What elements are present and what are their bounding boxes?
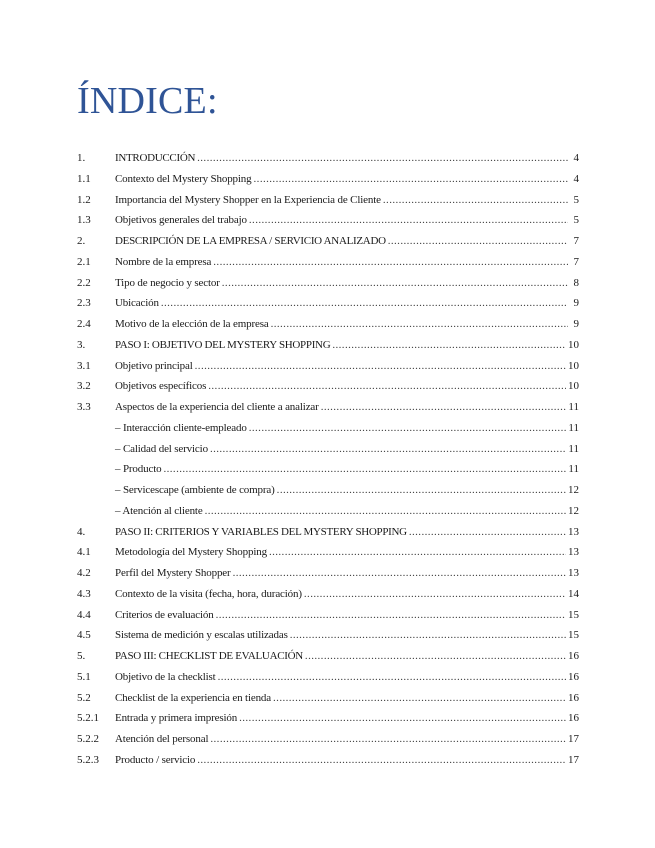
toc-entry-title: Objetivos generales del trabajo bbox=[115, 214, 247, 227]
toc-entry[interactable] bbox=[77, 314, 579, 335]
toc-entry-number: 4.1 bbox=[77, 546, 91, 559]
toc-entry-page: 9 bbox=[573, 318, 579, 330]
toc-dot-leader bbox=[208, 376, 566, 397]
toc-entry-number: 5.2.2 bbox=[77, 733, 99, 745]
toc-entry-number: 5.1 bbox=[77, 670, 91, 683]
toc-entry-page: 13 bbox=[568, 567, 579, 579]
toc-dot-leader bbox=[239, 708, 566, 729]
toc-entry[interactable] bbox=[77, 169, 579, 190]
toc-entry-title: Sistema de medición y escalas utilizadas bbox=[115, 629, 288, 642]
toc-entry-title: Motivo de la elección de la empresa bbox=[115, 318, 269, 330]
toc-dot-leader bbox=[305, 646, 566, 667]
table-of-contents bbox=[77, 148, 579, 771]
toc-entry[interactable] bbox=[77, 356, 579, 377]
toc-entry[interactable] bbox=[77, 522, 579, 543]
toc-dot-leader bbox=[213, 252, 568, 273]
toc-entry-title: Objetivo principal bbox=[115, 359, 193, 372]
toc-entry-number: 2.4 bbox=[77, 318, 91, 330]
toc-entry[interactable] bbox=[77, 459, 579, 480]
toc-entry-title: INTRODUCCIÓN bbox=[115, 152, 196, 164]
toc-entry-page: 10 bbox=[568, 338, 579, 351]
toc-entry-number: 5.2.3 bbox=[77, 753, 99, 766]
toc-entry[interactable] bbox=[77, 750, 579, 771]
toc-dot-leader bbox=[383, 190, 568, 211]
toc-entry-title: Aspectos de la experiencia del cliente a analizar bbox=[115, 401, 319, 413]
toc-entry-page: 12 bbox=[568, 484, 579, 496]
toc-entry-number: 4.3 bbox=[77, 587, 91, 600]
toc-dot-leader bbox=[277, 480, 566, 501]
toc-entry[interactable] bbox=[77, 605, 579, 626]
toc-entry-title: PASO I: OBJETIVO DEL MYSTERY SHOPPING bbox=[115, 338, 331, 351]
toc-dot-leader bbox=[409, 522, 566, 543]
toc-entry-page: 13 bbox=[568, 525, 579, 538]
toc-entry[interactable] bbox=[77, 563, 579, 584]
toc-entry[interactable] bbox=[77, 335, 579, 356]
toc-dot-leader bbox=[205, 501, 566, 522]
toc-entry-title: Importancia del Mystery Shopper en la Experiencia de Cliente bbox=[115, 193, 381, 206]
toc-entry-page: 10 bbox=[568, 359, 579, 372]
toc-entry-title: Entrada y primera impresión bbox=[115, 712, 238, 725]
toc-entry-page: 7 bbox=[573, 235, 579, 247]
toc-dot-leader bbox=[233, 563, 566, 584]
toc-dot-leader bbox=[216, 605, 566, 626]
toc-entry-title: – Servicescape (ambiente de compra) bbox=[115, 484, 275, 496]
toc-entry-page: 11 bbox=[568, 421, 579, 434]
toc-entry[interactable] bbox=[77, 273, 579, 294]
toc-dot-leader bbox=[197, 750, 566, 771]
toc-entry-title: Perfil del Mystery Shopper bbox=[115, 567, 231, 579]
toc-entry-title: Atención del personal bbox=[115, 733, 209, 745]
toc-entry-title: Contexto de la visita (fecha, hora, duración) bbox=[115, 587, 302, 600]
toc-dot-leader bbox=[210, 729, 566, 750]
toc-entry[interactable] bbox=[77, 231, 579, 252]
toc-entry[interactable] bbox=[77, 293, 579, 314]
toc-entry-title: – Calidad del servicio bbox=[115, 442, 208, 455]
toc-entry[interactable] bbox=[77, 584, 579, 605]
toc-entry-number: 1.2 bbox=[77, 193, 91, 206]
toc-entry-page: 16 bbox=[568, 650, 579, 662]
toc-entry-page: 11 bbox=[568, 442, 579, 455]
toc-dot-leader bbox=[195, 356, 566, 377]
toc-dot-leader bbox=[218, 667, 566, 688]
toc-entry-number: 4.2 bbox=[77, 567, 91, 579]
toc-entry-number: 2.1 bbox=[77, 255, 91, 268]
toc-entry[interactable] bbox=[77, 646, 579, 667]
toc-entry-number: 3. bbox=[77, 338, 86, 351]
toc-entry-page: 15 bbox=[568, 608, 579, 621]
toc-entry-page: 12 bbox=[568, 504, 579, 517]
toc-entry[interactable] bbox=[77, 418, 579, 439]
toc-entry[interactable] bbox=[77, 439, 579, 460]
toc-entry-page: 14 bbox=[568, 587, 579, 600]
toc-entry[interactable] bbox=[77, 501, 579, 522]
toc-entry-page: 4 bbox=[573, 172, 579, 185]
toc-entry[interactable] bbox=[77, 210, 579, 231]
toc-entry-page: 5 bbox=[573, 193, 579, 206]
toc-entry-number: 3.2 bbox=[77, 380, 91, 393]
toc-entry-page: 5 bbox=[573, 214, 579, 227]
toc-entry-title: Criterios de evaluación bbox=[115, 608, 214, 621]
toc-dot-leader bbox=[197, 148, 568, 169]
toc-entry-page: 17 bbox=[568, 753, 579, 766]
toc-entry-number: 3.1 bbox=[77, 359, 91, 372]
toc-entry-number: 5. bbox=[77, 650, 86, 662]
toc-dot-leader bbox=[388, 231, 568, 252]
toc-entry-page: 9 bbox=[573, 297, 579, 310]
toc-dot-leader bbox=[290, 625, 566, 646]
toc-entry[interactable] bbox=[77, 480, 579, 501]
toc-entry-number: 5.2 bbox=[77, 691, 91, 704]
toc-entry-number: 2.3 bbox=[77, 297, 91, 310]
toc-dot-leader bbox=[304, 584, 566, 605]
toc-entry-title: – Atención al cliente bbox=[115, 504, 203, 517]
toc-entry-title: PASO II: CRITERIOS Y VARIABLES DEL MYSTERY SHOPPING bbox=[115, 525, 407, 538]
toc-entry-title: Producto / servicio bbox=[115, 753, 196, 766]
toc-entry-number: 4.5 bbox=[77, 629, 91, 642]
toc-dot-leader bbox=[332, 335, 566, 356]
toc-entry[interactable] bbox=[77, 667, 579, 688]
toc-dot-leader bbox=[269, 542, 566, 563]
toc-entry-page: 16 bbox=[568, 691, 579, 704]
toc-entry-page: 16 bbox=[568, 670, 579, 683]
page-title: ÍNDICE: bbox=[77, 80, 218, 122]
toc-entry-title: Objetivo de la checklist bbox=[115, 670, 216, 683]
toc-entry-number: 4. bbox=[77, 525, 86, 538]
toc-entry-number: 2.2 bbox=[77, 276, 91, 289]
toc-entry-title: Ubicación bbox=[115, 297, 159, 310]
toc-entry-page: 8 bbox=[573, 276, 579, 289]
toc-entry[interactable] bbox=[77, 542, 579, 563]
toc-entry[interactable] bbox=[77, 729, 579, 750]
toc-dot-leader bbox=[161, 293, 568, 314]
toc-dot-leader bbox=[210, 439, 566, 460]
toc-entry[interactable] bbox=[77, 376, 579, 397]
toc-entry-title: Tipo de negocio y sector bbox=[115, 276, 220, 289]
toc-entry-title: PASO III: CHECKLIST DE EVALUACIÓN bbox=[115, 650, 303, 662]
toc-dot-leader bbox=[271, 314, 568, 335]
toc-entry-title: Nombre de la empresa bbox=[115, 255, 212, 268]
toc-entry-number: 1.1 bbox=[77, 172, 91, 185]
toc-dot-leader bbox=[254, 169, 568, 190]
toc-entry-number: 2. bbox=[77, 235, 86, 247]
toc-entry-page: 4 bbox=[573, 152, 579, 164]
toc-entry-page: 15 bbox=[568, 629, 579, 642]
toc-entry-number: 1.3 bbox=[77, 214, 91, 227]
toc-entry-title: – Producto bbox=[115, 463, 162, 476]
toc-entry-page: 11 bbox=[568, 401, 579, 413]
toc-dot-leader bbox=[222, 273, 568, 294]
toc-entry[interactable] bbox=[77, 688, 579, 709]
toc-dot-leader bbox=[273, 688, 566, 709]
toc-entry-title: Contexto del Mystery Shopping bbox=[115, 172, 252, 185]
toc-entry[interactable] bbox=[77, 625, 579, 646]
toc-entry-page: 13 bbox=[568, 546, 579, 559]
toc-entry[interactable] bbox=[77, 708, 579, 729]
toc-entry-number: 1. bbox=[77, 152, 86, 164]
toc-dot-leader bbox=[249, 210, 568, 231]
toc-entry[interactable] bbox=[77, 148, 579, 169]
toc-entry-page: 10 bbox=[568, 380, 579, 393]
toc-entry-title: Metodología del Mystery Shopping bbox=[115, 546, 267, 559]
toc-entry-number: 5.2.1 bbox=[77, 712, 99, 725]
toc-entry-page: 11 bbox=[568, 463, 579, 476]
toc-entry-number: 4.4 bbox=[77, 608, 91, 621]
toc-entry-page: 7 bbox=[573, 255, 579, 268]
toc-entry-title: Checklist de la experiencia en tienda bbox=[115, 691, 272, 704]
toc-entry[interactable] bbox=[77, 190, 579, 211]
toc-entry-title: Objetivos específicos bbox=[115, 380, 207, 393]
toc-entry-page: 17 bbox=[568, 733, 579, 745]
toc-entry-page: 16 bbox=[568, 712, 579, 725]
toc-entry-title: DESCRIPCIÓN DE LA EMPRESA / SERVICIO ANALIZADO bbox=[115, 235, 386, 247]
toc-entry-number: 3.3 bbox=[77, 401, 91, 413]
toc-dot-leader bbox=[249, 418, 567, 439]
toc-entry[interactable] bbox=[77, 397, 579, 418]
toc-dot-leader bbox=[163, 459, 566, 480]
toc-dot-leader bbox=[321, 397, 567, 418]
toc-entry[interactable] bbox=[77, 252, 579, 273]
toc-entry-title: – Interacción cliente-empleado bbox=[115, 421, 247, 434]
